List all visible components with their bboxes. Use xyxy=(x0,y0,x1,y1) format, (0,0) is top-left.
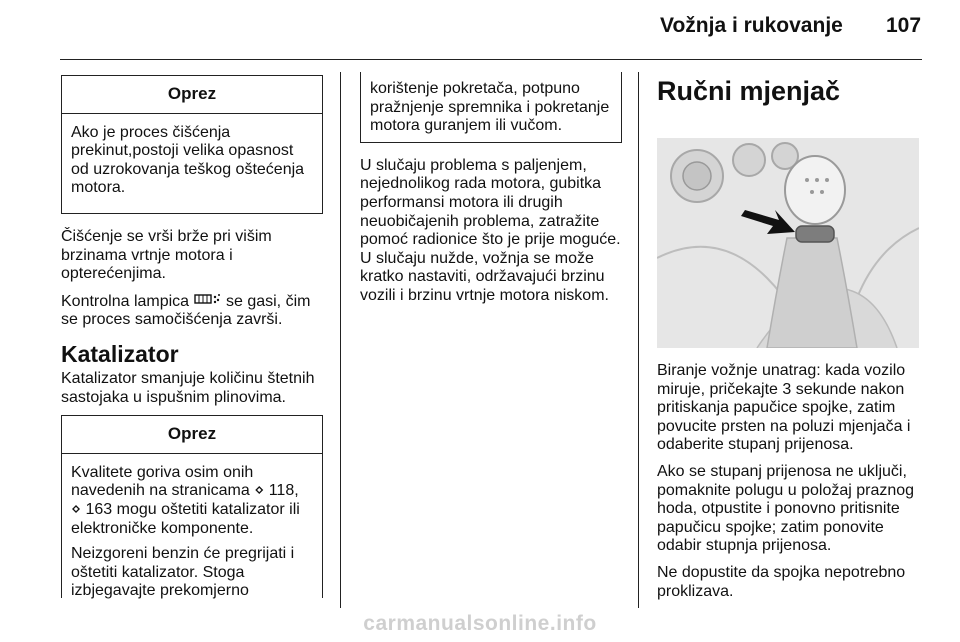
header-divider xyxy=(60,59,922,60)
paragraph: Čišćenje se vrši brže pri višim brzinama vrtnje motora i opterećenjima. xyxy=(61,227,272,283)
caution-box xyxy=(61,415,323,598)
caution-text: Ako je proces čišćenja prekinut,postoji velika opasnost od uzrokovanja teškog oštećenja motora. xyxy=(71,123,305,197)
caution-title: Oprez xyxy=(62,76,322,114)
caution-box xyxy=(61,75,323,214)
paragraph: U slučaju problema s paljenjem, nejednolikog rada motora, gubitka performansi motora ili drugih neuobičajenih problema, zatražite pomoć radionice što je prije moguće. U slučaju nužde, vožnja se može kratko nastaviti, održavajući brzinu vozili i brzinu vrtnje motora niskom. xyxy=(360,156,621,304)
page-reference-icon: ⋄ xyxy=(254,482,265,500)
paragraph: Biranje vožnje unatrag: kada vozilo miruje, pričekajte 3 sekunde nakon pritiskanja papučice spojke, zatim povucite prsten na poluzi mjenjača i odaberite stupanj prijenosa. xyxy=(657,362,911,454)
column-right xyxy=(657,76,921,609)
caution-box-continued xyxy=(360,72,622,143)
section-heading: Katalizator xyxy=(61,340,179,367)
caution-text xyxy=(71,464,313,538)
page-header-title: Vožnja i rukovanje xyxy=(660,14,843,37)
page-reference: 118, xyxy=(268,482,299,500)
paragraph: Katalizator smanjuje količinu štetnih sastojaka u ispušnim plinovima. xyxy=(61,369,315,406)
column-left xyxy=(61,75,323,598)
watermark: carmanualsonline.info xyxy=(363,612,597,635)
column-middle xyxy=(360,72,622,314)
paragraph xyxy=(61,292,323,330)
caution-text-part: Kvalitete goriva osim onih navedenih na stranicama xyxy=(71,463,254,500)
gear-lever-photo xyxy=(657,138,919,348)
caution-text-part: 163 mogu oštetiti katalizator ili elektroničke komponente. xyxy=(71,500,300,537)
caution-text: Neizgoreni benzin će pregrijati i oštetiti katalizator. Stoga izbjegavajte prekomjerno xyxy=(71,545,295,600)
paragraph-text: se gasi, čim se proces samočišćenja završi. xyxy=(61,292,311,329)
column-divider xyxy=(638,72,639,608)
paragraph: Ne dopustite da spojka nepotrebno proklizava. xyxy=(657,563,906,600)
paragraph-text: Kontrolna lampica xyxy=(61,292,190,310)
page-reference-icon: ⋄ xyxy=(71,500,82,518)
page-number: 107 xyxy=(886,14,922,37)
paragraph: Ako se stupanj prijenosa ne uključi, pomaknite polugu u položaj praznog hoda, otpustite i ponovno pritisnite papučicu spojke; zatim ponovite odabir stupnja prijenosa. xyxy=(657,462,915,555)
caution-text: korištenje pokretača, potpuno pražnjenje spremnika i pokretanje motora guranjem ili vučom. xyxy=(370,80,610,135)
section-heading: Ručni mjenjač xyxy=(657,76,841,106)
caution-title: Oprez xyxy=(62,416,322,454)
particle-filter-warning-icon xyxy=(194,292,222,312)
column-divider xyxy=(340,72,341,608)
